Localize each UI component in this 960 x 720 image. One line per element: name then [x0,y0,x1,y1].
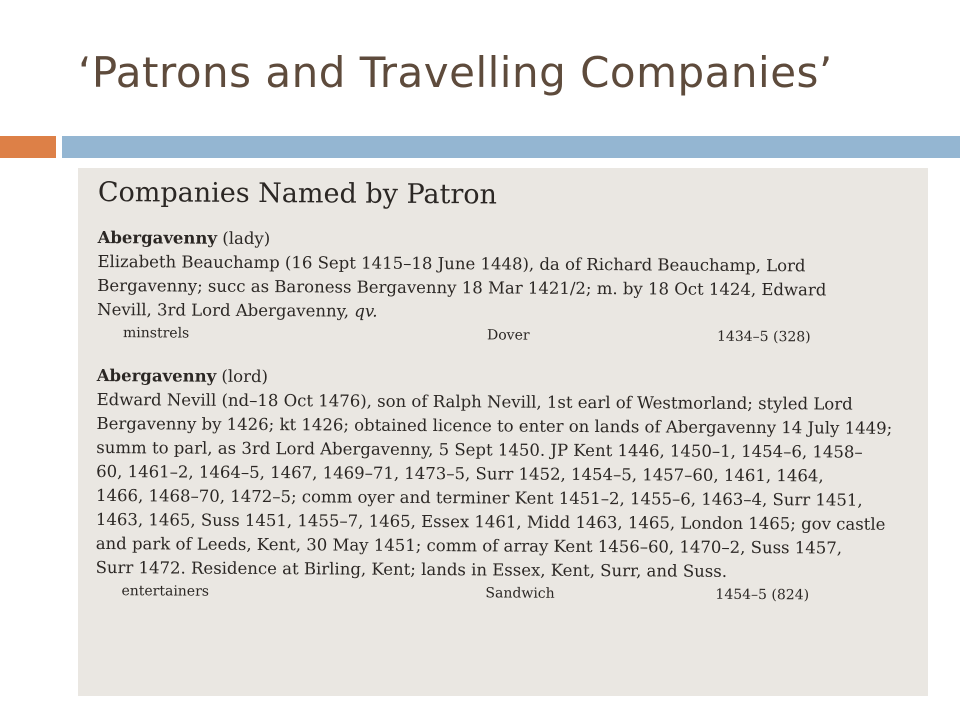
scanned-page-content [95,176,913,627]
entry-qualifier: (lord) [221,366,269,387]
entry-line: summ to parl, as 3rd Lord Abergavenny, 5 Sept 1450. JP Kent 1446, 1450–1, 1454–6, 1458– [96,437,863,462]
record-place: Dover [486,327,530,344]
record-type: minstrels [122,325,190,342]
patron-entry-abergavenny-lady [97,226,913,349]
accent-bar-orange [0,136,56,158]
record-date: 1434–5 (328) [716,328,811,346]
entry-line: Bergavenny by 1426; kt 1426; obtained licence to enter on lands of Abergavenny 14 July 1449; [96,413,893,438]
entry-line: 60, 1461–2, 1464–5, 1467, 1469–71, 1473–5, Surr 1452, 1454–5, 1457–60, 1461, 1464, [96,461,824,486]
entry-line: and park of Leeds, Kent, 30 May 1451; comm of array Kent 1456–60, 1470–2, Suss 1457, [95,533,843,558]
entry-line-italic: qv. [354,301,378,321]
record-date: 1454–5 (824) [715,586,810,604]
entry-line: 1463, 1465, Suss 1451, 1455–7, 1465, Essex 1461, Midd 1463, 1465, London 1465; gov castle [95,509,886,534]
record-place: Sandwich [485,585,555,602]
slide-title: ‘Patrons and Travelling Companies’ [78,48,833,97]
record-row [95,580,910,607]
entry-line: Edward Nevill (nd–18 Oct 1476), son of Ralph Nevill, 1st earl of Westmorland; styled Lord [96,389,853,414]
entry-line: Surr 1472. Residence at Birling, Kent; lands in Essex, Kent, Surr, and Suss. [95,557,728,581]
entry-name: Abergavenny [97,227,218,248]
scan-heading: Companies Named by Patron [97,176,498,211]
scanned-page-image [78,168,928,696]
entry-name: Abergavenny [96,365,217,386]
entry-line: Bergavenny; succ as Baroness Bergavenny 18 Mar 1421/2; m. by 18 Oct 1424, Edward [97,275,827,300]
entry-qualifier: (lady) [222,228,271,249]
entry-body [97,250,912,327]
entry-line: Nevill, 3rd Lord Abergavenny, qv. [97,299,378,321]
entry-body [96,388,912,585]
entry-line: Elizabeth Beauchamp (16 Sept 1415–18 June 1448), da of Richard Beauchamp, Lord [97,251,806,276]
accent-bar-blue [62,136,960,158]
record-type: entertainers [121,583,210,600]
patron-entry-abergavenny-lord [95,364,911,607]
entry-line: 1466, 1468–70, 1472–5; comm oyer and terminer Kent 1451–2, 1455–6, 1463–4, Surr 1451, [95,485,863,510]
record-row [97,322,912,349]
